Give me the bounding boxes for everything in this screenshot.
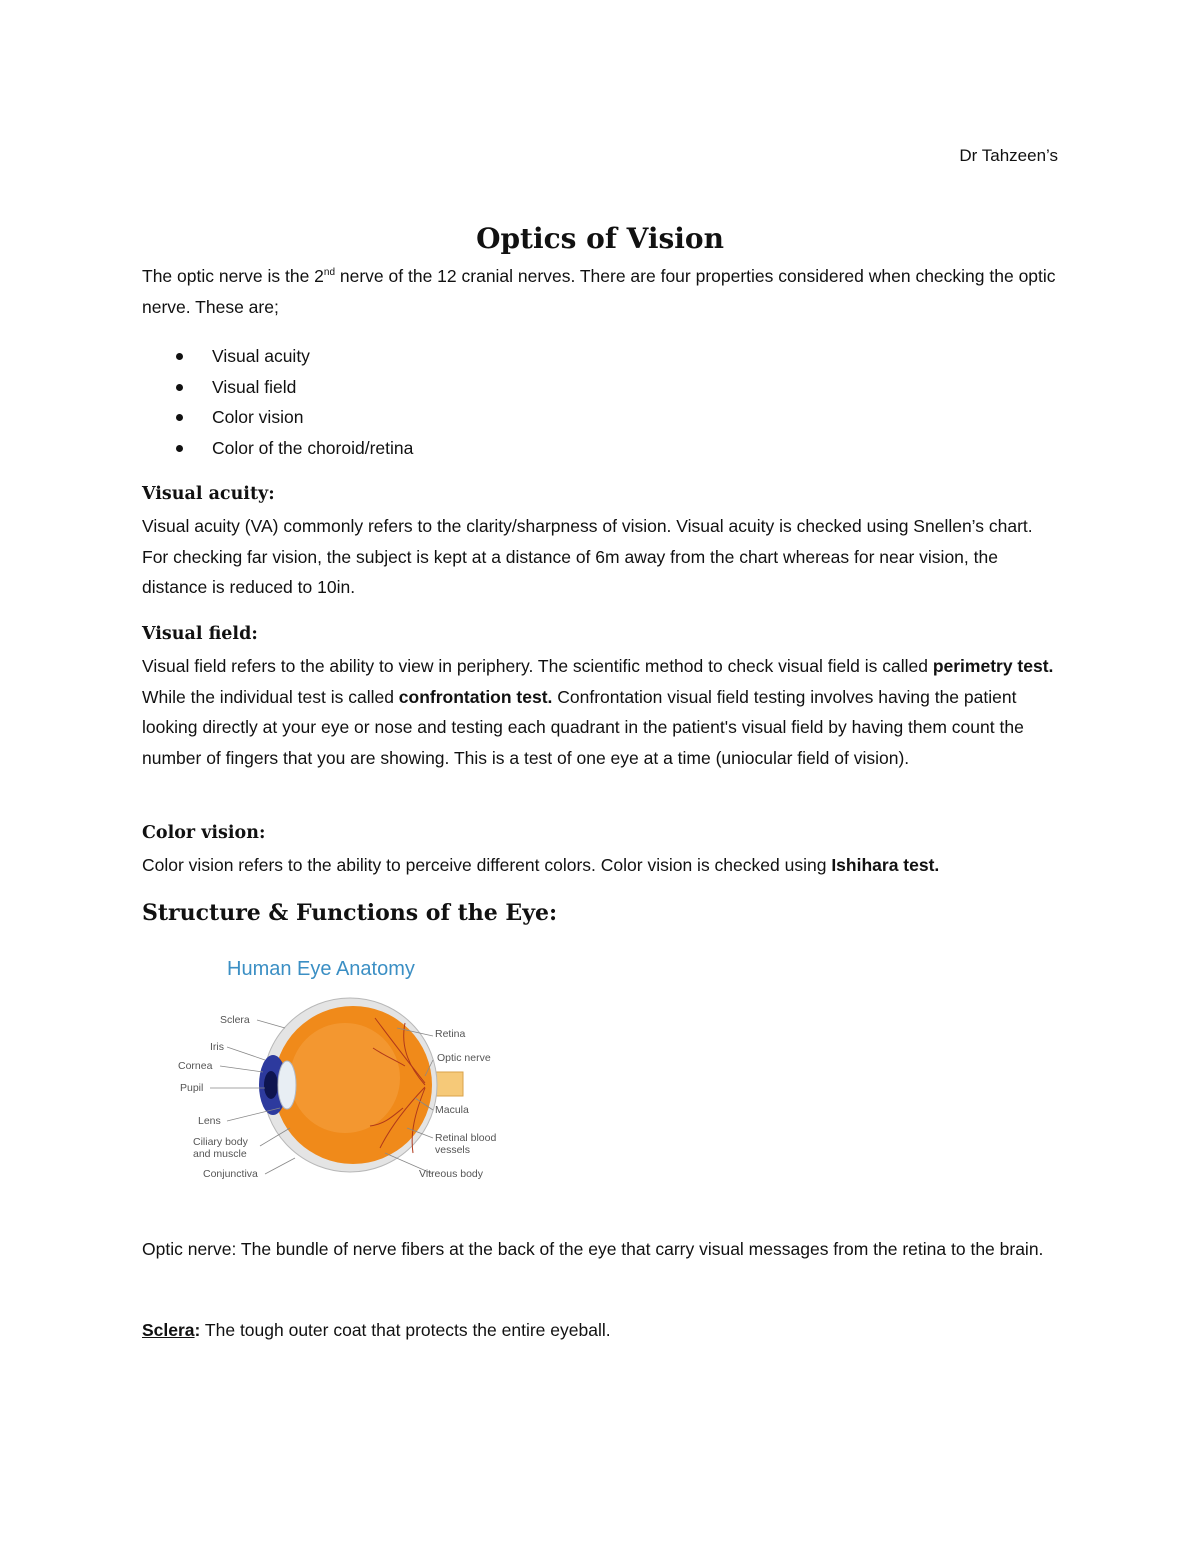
list-item (142, 433, 413, 464)
list-item-text: Visual acuity (212, 346, 310, 366)
optic-nerve-definition (142, 1234, 1062, 1265)
eye-anatomy-figure (175, 948, 525, 1188)
visual-field-text-1: Visual field refers to the ability to view in periphery. The scientific method to check visual field is called (142, 656, 933, 676)
ishihara-test-term: Ishihara test. (831, 855, 940, 875)
perimetry-test-term: perimetry test. (932, 656, 1054, 676)
list-item-text: Color of the choroid/retina (212, 437, 414, 458)
intro-text-1: The optic nerve is the 2 (142, 266, 324, 286)
intro-paragraph (142, 261, 1062, 322)
color-vision-text: Color vision refers to the ability to perceive different colors. Color vision is checked using (142, 855, 832, 875)
label-cornea: Cornea (178, 1060, 213, 1072)
lens-shape (278, 1061, 296, 1109)
label-conjunctiva: Conjunctiva (203, 1168, 258, 1180)
visual-field-text-3: Confrontation visual field testing involves having the patient looking directly at your eye or nose and testing each quadrant in the patient's visual field by having them count the number of fingers that you are showing. This is a test of one eye at a time (uniocular field of vision). (142, 686, 1024, 768)
intro-text-2: nerve of the 12 cranial nerves. There are four properties considered when checking the optic nerve. These are; (142, 266, 1056, 317)
label-retinal-1: Retinal blood (435, 1132, 497, 1144)
visual-field-text-2: While the individual test is called (142, 686, 399, 707)
visual-acuity-heading: Visual acuity: (142, 484, 275, 504)
label-retina: Retina (435, 1028, 466, 1040)
label-iris: Iris (210, 1041, 224, 1053)
header-author: Dr Tahzeen’s (959, 146, 1058, 165)
color-vision-paragraph (142, 850, 1062, 881)
intro-superscript: nd (323, 267, 336, 279)
color-vision-heading: Color vision: (142, 823, 266, 843)
sclera-definition (142, 1315, 1062, 1346)
eyeball-highlight (290, 1023, 400, 1133)
label-lens: Lens (198, 1115, 221, 1127)
list-item (142, 372, 413, 403)
label-pupil: Pupil (180, 1082, 204, 1094)
visual-field-paragraph (142, 651, 1062, 773)
label-ciliary-2: and muscle (193, 1148, 247, 1160)
list-item-text: Visual field (212, 376, 297, 397)
sclera-term: Sclera (142, 1320, 195, 1340)
list-item-text: Color vision (212, 407, 304, 427)
bullet-icon (176, 384, 183, 391)
sclera-text: The tough outer coat that protects the entire eyeball. (200, 1320, 611, 1340)
label-macula: Macula (435, 1104, 469, 1116)
list-item (142, 341, 413, 372)
sclera-colon: : (194, 1320, 201, 1340)
list-item (142, 402, 413, 433)
confrontation-test-term: confrontation test. (398, 686, 553, 707)
bullet-icon (176, 353, 183, 360)
figure-title: Human Eye Anatomy (227, 958, 415, 980)
pupil-shape (264, 1071, 278, 1099)
visual-field-heading: Visual field: (142, 624, 258, 644)
label-vitreous: Vitreous body (419, 1168, 484, 1180)
structure-heading: Structure & Functions of the Eye: (142, 900, 558, 926)
label-retinal-2: vessels (435, 1144, 471, 1156)
optic-nerve-text: The bundle of nerve fibers at the back of the eye that carry visual messages from the retina to the brain. (236, 1239, 1044, 1259)
page-title: Optics of Vision (476, 222, 724, 255)
bullet-icon (176, 414, 183, 421)
bullet-icon (176, 445, 183, 452)
visual-acuity-text: Visual acuity (VA) commonly refers to the clarity/sharpness of vision. Visual acuity is checked using Snellen’s chart. For checking far vision, the subject is kept at a distance of 6m away from the chart whereas for near vision, the distance is reduced to 10in. (142, 516, 1033, 597)
label-optic-nerve: Optic nerve (437, 1052, 491, 1064)
label-sclera: Sclera (220, 1014, 250, 1026)
properties-list (142, 341, 413, 463)
label-ciliary-1: Ciliary body (193, 1136, 248, 1148)
optic-nerve-term: Optic nerve: (142, 1239, 237, 1259)
